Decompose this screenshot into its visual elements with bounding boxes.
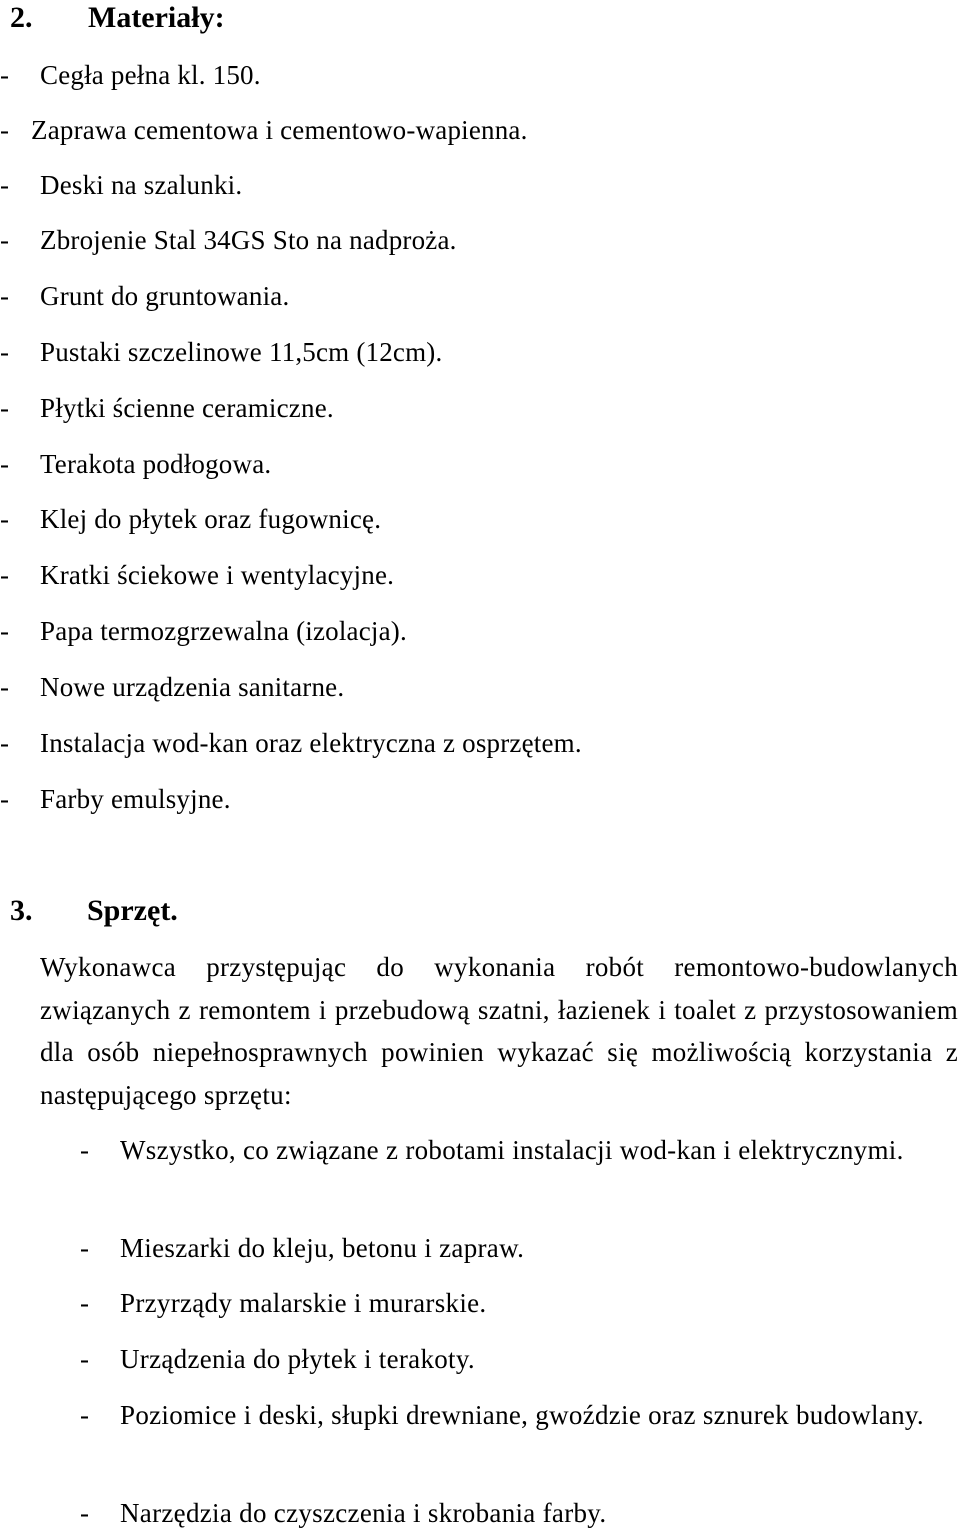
bullet-dash: - — [80, 1400, 90, 1430]
section-3-heading — [10, 893, 310, 929]
bullet-dash: - — [0, 672, 10, 702]
bullet-dash: - — [0, 393, 10, 423]
list-item — [80, 1492, 960, 1535]
list-item-text: Klej do płytek oraz fugownicę. — [40, 504, 382, 534]
bullet-dash: - — [0, 170, 10, 200]
bullet-dash: - — [80, 1344, 90, 1374]
list-item-text: Pustaki szczelinowe 11,5cm (12cm). — [40, 337, 443, 367]
list-item-text: Przyrządy malarskie i murarskie. — [120, 1288, 487, 1318]
list-item-text: Zbrojenie Stal 34GS Sto na nadproża. — [40, 225, 457, 255]
list-item-text: Nowe urządzenia sanitarne. — [40, 672, 345, 702]
bullet-dash: - — [0, 728, 10, 758]
list-item-text: Zaprawa cementowa i cementowo-wapienna. — [31, 115, 528, 145]
list-item-text: Terakota podłogowa. — [40, 449, 272, 479]
section-3-number: 3. — [10, 894, 33, 927]
bullet-dash: - — [0, 560, 10, 590]
list-item-text: Deski na szalunki. — [40, 170, 243, 200]
bullet-dash: - — [0, 115, 10, 145]
list-item — [80, 1129, 960, 1172]
list-item — [80, 1338, 960, 1381]
list-item-text: Poziomice i deski, słupki drewniane, gwoździe oraz sznurek budowlany. — [120, 1400, 924, 1430]
list-item-text: Cegła pełna kl. 150. — [40, 60, 261, 90]
bullet-dash: - — [0, 616, 10, 646]
bullet-dash: - — [80, 1233, 90, 1263]
bullet-dash: - — [0, 225, 10, 255]
bullet-dash: - — [0, 337, 10, 367]
bullet-dash: - — [80, 1498, 90, 1528]
list-item-text: Urządzenia do płytek i terakoty. — [120, 1344, 475, 1374]
bullet-dash: - — [0, 449, 10, 479]
bullet-dash: - — [80, 1135, 90, 1165]
list-item-text: Instalacja wod-kan oraz elektryczna z osprzętem. — [40, 728, 582, 758]
list-item-text: Mieszarki do kleju, betonu i zapraw. — [120, 1233, 525, 1263]
bullet-dash: - — [0, 281, 10, 311]
list-item-text: Grunt do gruntowania. — [40, 281, 290, 311]
bullet-dash: - — [0, 784, 10, 814]
bullet-dash: - — [80, 1288, 90, 1318]
section-2-number: 2. — [10, 1, 33, 34]
section-3-paragraph: Wykonawca przystępując do wykonania robót remontowo-budowlanych związanych z remontem i przebudową szatni, łazienek i toalet z przystosowaniem dla osób niepełnosprawnych powinien wykazać się możliwością korzystania z następującego sprzętu: — [40, 952, 958, 1110]
bullet-dash: - — [0, 60, 10, 90]
section-2-heading — [10, 0, 310, 36]
list-item-text: Wszystko, co związane z robotami instalacji wod-kan i elektrycznymi. — [120, 1135, 904, 1165]
list-item — [80, 1394, 960, 1437]
list-item-text: Płytki ścienne ceramiczne. — [40, 393, 334, 423]
list-item-text: Kratki ściekowe i wentylacyjne. — [40, 560, 395, 590]
bullet-dash: - — [0, 504, 10, 534]
section-3-title: Sprzęt. — [87, 894, 178, 927]
section-2-title: Materiały: — [88, 1, 225, 34]
list-item — [80, 1282, 960, 1325]
list-item-text: Papa termozgrzewalna (izolacja). — [40, 616, 407, 646]
list-item-text: Narzędzia do czyszczenia i skrobania farby. — [120, 1498, 607, 1528]
list-item-text: Farby emulsyjne. — [40, 784, 231, 814]
list-item — [80, 1227, 960, 1270]
